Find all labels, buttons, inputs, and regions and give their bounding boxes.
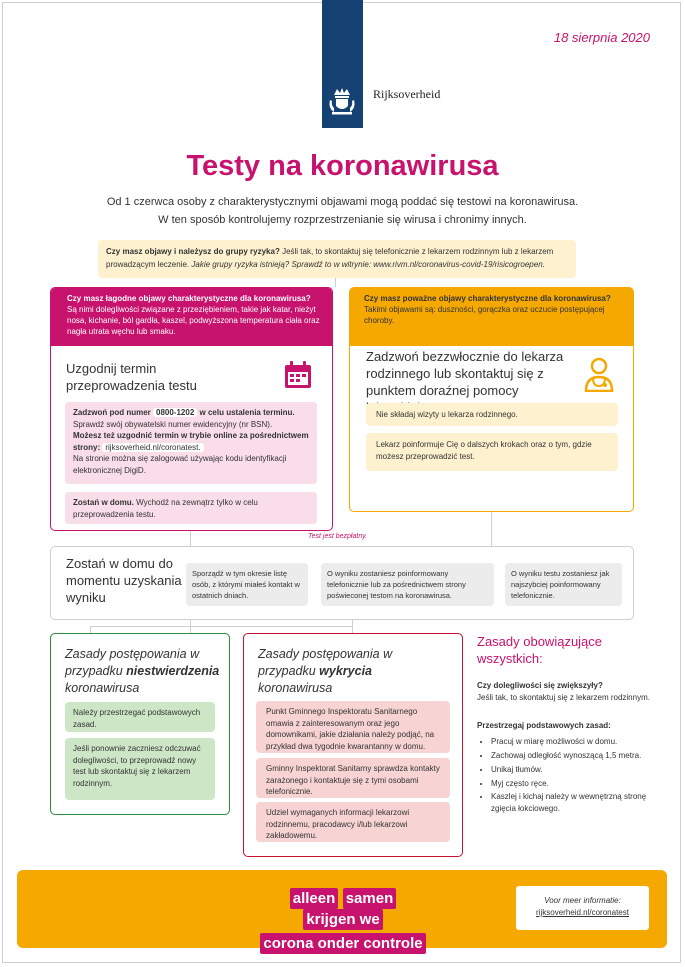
positive-title-post: koronawirusa — [258, 681, 333, 695]
online-pre: Możesz też uzgodnić termin w trybie online za pośrednictwem strony: — [73, 431, 309, 452]
risk-answer: Jeśli tak, to skontaktuj się telefonicznie z lekarzem rodzinnym lub z lekarzem prowadzącym leczenie. — [106, 247, 554, 269]
no-visit-note: Nie składaj wizyty u lekarza rodzinnego. — [366, 403, 618, 426]
negative-box-rules: Należy przestrzegać podstawowych zasad. — [65, 702, 215, 732]
negative-title-bold: niestwierdzenia — [126, 664, 220, 678]
call-post: w celu ustalenia terminu. — [199, 408, 295, 417]
rules-basic-heading: Przestrzegaj podstawowych zasad: — [477, 721, 611, 730]
stay-home-bold: Zostań w domu. — [73, 498, 134, 507]
risk-link-text: Sprawdź to w witrynie: www.rivm.nl/coronavirus-covid-19/risicogroepen. — [291, 260, 545, 269]
intro-line-1: Od 1 czerwca osoby z charakterystycznymi objawami mogą poddać się testowi na koronawirusa. — [106, 196, 579, 208]
positive-title-bold: wykrycia — [319, 664, 372, 678]
logo-text: Rijksoverheid — [373, 87, 441, 101]
phone-number[interactable]: 0800-1202 — [153, 408, 197, 417]
page-title: Testy na koronawirusa — [186, 150, 499, 182]
doctor-info-note: Lekarz poinformuje Cię o dalszych krokach oraz o tym, gdzie możesz przeprowadzić test. — [366, 433, 618, 471]
rules-content — [477, 680, 667, 815]
stay-home-text: Wychodź na zewnątrz tylko w celu przeprowadzenia testu. — [73, 498, 258, 519]
positive-result-card — [243, 633, 463, 857]
connector-line — [190, 531, 191, 546]
call-info-box — [65, 402, 317, 484]
date: 18 sierpnia 2020 — [553, 30, 650, 45]
more-info-link[interactable]: rijksoverheid.nl/coronatest — [536, 908, 629, 917]
rules-heading: Zasady obowiązujące wszystkich: — [477, 634, 603, 666]
schedule-test-heading: Uzgodnij termin przeprowadzenia testu — [66, 361, 197, 393]
slogan — [248, 888, 438, 954]
negative-result-card — [50, 633, 230, 815]
slogan-word: alleen — [290, 888, 339, 909]
slogan-word: corona onder controle — [260, 933, 425, 954]
intro-line-2: W ten sposób kontrolujemy rozprzestrzenianie się wirusa i chronimy innych. — [158, 214, 527, 226]
wait-heading: Zostań w domu do momentu uzyskania wyniku — [66, 556, 182, 605]
mild-question: Czy masz łagodne objawy charakterystyczne dla koronawirusa? — [67, 294, 311, 303]
rules-item: • Unikaj tłumów. — [491, 763, 667, 777]
mild-symptoms-card — [50, 287, 333, 531]
more-info-label: Voor meer informatie: — [544, 896, 621, 905]
rules-item: • Myj często ręce. — [491, 777, 667, 791]
wait-box-phone: O wyniku testu zostaniesz jak najszybciej poinformowany telefonicznie. — [505, 563, 622, 606]
slogan-word: samen — [343, 888, 397, 909]
slogan-word: krijgen we — [303, 909, 382, 930]
call-doctor-heading: Zadzwoń bezzwłocznie do lekarza rodzinnego lub skontaktuj się z punktem doraźnej pomocy — [366, 349, 564, 398]
rules-list — [477, 735, 667, 815]
severe-description: Takimi objawami są: duszności, gorączka oraz uczucie postępującej choroby. — [364, 305, 605, 325]
mild-description: Są nimi dolegliwości związane z przeziębieniem, takie jak katar, nieżyt nosa, kichanie, ból gardła, kaszel, podwyższona temperatura ciała oraz nagła utrata węchu lub smaku. — [67, 305, 320, 336]
doctor-icon — [583, 356, 615, 392]
coronatest-link[interactable]: rijksoverheid.nl/coronatest. — [102, 443, 203, 452]
connector-line — [90, 626, 353, 627]
connector-line — [90, 626, 91, 633]
test-free-note: Test jest bezpłatny. — [308, 533, 368, 540]
rules-question: Czy dolegliwości się zwiększyły? — [477, 681, 603, 690]
positive-heading — [258, 646, 438, 697]
negative-box-retest: Jeśli ponownie zaczniesz odczuwać dolegliwości, to przeprowadź nowy test lub skontaktuj się z lekarzem rodzinnym. — [65, 738, 215, 800]
negative-heading — [65, 646, 225, 697]
positive-title-pre: Zasady postępowania w przypadku — [258, 647, 393, 678]
rules-item: • Zachowaj odległość wynoszącą 1,5 metra. — [491, 749, 667, 763]
wait-box-contacts: Sporządź w tym okresie listę osób, z którymi miałeś kontakt w ostatnich dniach. — [186, 563, 308, 606]
risk-link-question: Jakie grupy ryzyka istnieją? — [191, 260, 290, 269]
call-pre: Zadzwoń pod numer — [73, 408, 151, 417]
rules-item: • Pracuj w miarę możliwości w domu. — [491, 735, 667, 749]
wait-for-result-card — [50, 546, 634, 620]
calendar-icon — [283, 360, 313, 390]
digid-note: Na stronie można się zalogować używając kodu identyfikacji elektronicznej DigiD. — [73, 454, 287, 475]
positive-box-inform: Udziel wymaganych informacji lekarzowi rodzinnemu, pracodawcy i/lub lekarzowi zakładowemu. — [256, 802, 450, 842]
mild-symptoms-header — [51, 288, 332, 346]
severe-symptoms-card — [349, 287, 634, 512]
risk-question: Czy masz objawy i należysz do grupy ryzyka? — [106, 247, 280, 256]
crest-icon — [328, 86, 356, 116]
positive-box-quarantine: Punkt Gminnego Inspektoratu Sanitarnego omawia z zainteresowanym oraz jego domownikami, jakie działania należy podjąć, na przykład dwa tygodnie kwarantanny w domu. — [256, 701, 450, 753]
bsn-note: Sprawdź swój obywatelski numer ewidencyjny (nr BSN). — [73, 419, 273, 429]
rules-item: • Kaszlej i kichaj należy w wewnętrzną stronę zgięcia łokciowego. — [491, 791, 667, 815]
connector-line — [335, 278, 336, 287]
positive-box-contacts: Gminny Inspektorat Sanitarny sprawdza kontakty zarażonego i kontaktuje się z tymi osobami telefonicznie. — [256, 758, 450, 798]
stay-home-box — [65, 492, 317, 524]
negative-title-post: koronawirusa — [65, 681, 140, 695]
intro — [90, 193, 595, 229]
severe-symptoms-header — [350, 288, 633, 346]
wait-box-notification: O wyniku zostaniesz poinformowany telefonicznie lub za pośrednictwem strony poświeconej testom na koronawirusa. — [321, 563, 494, 606]
negative-title-pre: Zasady postępowania w przypadku — [65, 647, 200, 678]
more-info-box — [516, 886, 649, 930]
risk-group-box — [98, 240, 576, 278]
severe-question: Czy masz poważne objawy charakterystyczne dla koronawirusa? — [364, 294, 611, 303]
rules-answer: Jeśli tak, to skontaktuj się z lekarzem rodzinnym. — [477, 693, 650, 702]
connector-line — [491, 512, 492, 546]
